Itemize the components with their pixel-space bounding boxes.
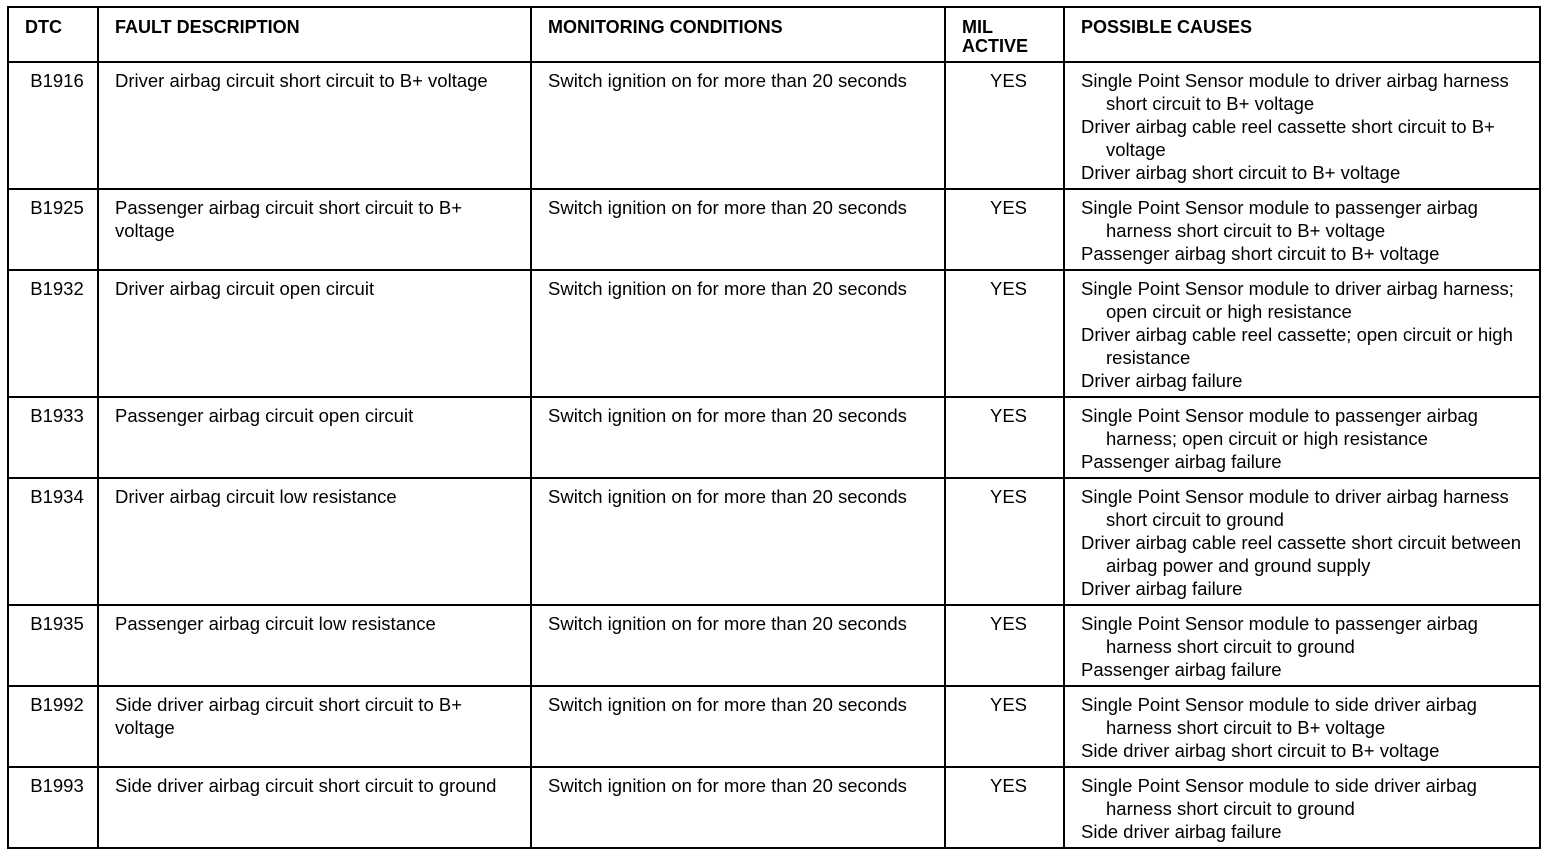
- table-row: [8, 397, 1540, 478]
- fault-description-cell: Driver airbag circuit open circuit: [98, 270, 531, 397]
- header-dtc: DTC: [8, 7, 98, 62]
- possible-causes-cell: [1064, 767, 1540, 848]
- possible-cause-item: Single Point Sensor module to passenger airbag harness short circuit to ground: [1081, 613, 1478, 657]
- monitoring-conditions-cell: Switch ignition on for more than 20 seconds: [531, 767, 945, 848]
- possible-causes-cell: [1064, 189, 1540, 270]
- possible-cause-item: Passenger airbag failure: [1081, 659, 1282, 680]
- monitoring-conditions-cell: Switch ignition on for more than 20 seconds: [531, 62, 945, 189]
- table-row: [8, 767, 1540, 848]
- fault-description-cell: Driver airbag circuit low resistance: [98, 478, 531, 605]
- possible-cause-item: Driver airbag cable reel cassette short circuit to B+ voltage: [1081, 116, 1495, 160]
- possible-cause-item: Side driver airbag short circuit to B+ voltage: [1081, 740, 1440, 761]
- possible-cause-item: Single Point Sensor module to driver airbag harness short circuit to ground: [1081, 486, 1509, 530]
- mil-active-cell: YES: [945, 189, 1064, 270]
- dtc-code-cell: B1934: [8, 478, 98, 605]
- possible-cause-item: Single Point Sensor module to side driver airbag harness short circuit to ground: [1081, 775, 1477, 819]
- possible-causes-cell: [1064, 605, 1540, 686]
- monitoring-conditions-cell: Switch ignition on for more than 20 seconds: [531, 397, 945, 478]
- dtc-code-cell: B1916: [8, 62, 98, 189]
- possible-cause-item: Driver airbag cable reel cassette; open circuit or high resistance: [1081, 324, 1513, 368]
- header-mil-line2: ACTIVE: [962, 36, 1029, 56]
- possible-cause-item: Driver airbag short circuit to B+ voltage: [1081, 162, 1401, 183]
- header-row: [8, 7, 1540, 62]
- dtc-code-cell: B1992: [8, 686, 98, 767]
- dtc-code-cell: B1925: [8, 189, 98, 270]
- dtc-code-cell: B1932: [8, 270, 98, 397]
- fault-description-cell: Driver airbag circuit short circuit to B+ voltage: [98, 62, 531, 189]
- possible-causes-cell: [1064, 397, 1540, 478]
- possible-cause-item: Driver airbag cable reel cassette short circuit between airbag power and ground supply: [1081, 532, 1522, 576]
- possible-cause-item: Driver airbag failure: [1081, 578, 1243, 599]
- mil-active-cell: YES: [945, 605, 1064, 686]
- dtc-code-cell: B1993: [8, 767, 98, 848]
- header-monitoring-conditions: MONITORING CONDITIONS: [531, 7, 945, 62]
- dtc-table: [7, 6, 1541, 849]
- possible-cause-item: Side driver airbag failure: [1081, 821, 1282, 842]
- header-possible-causes: POSSIBLE CAUSES: [1064, 7, 1540, 62]
- possible-cause-item: Passenger airbag failure: [1081, 451, 1282, 472]
- possible-cause-item: Single Point Sensor module to driver airbag harness; open circuit or high resistance: [1081, 278, 1514, 322]
- possible-causes-cell: [1064, 478, 1540, 605]
- fault-description-cell: Side driver airbag circuit short circuit to B+ voltage: [98, 686, 531, 767]
- possible-cause-item: Single Point Sensor module to passenger airbag harness; open circuit or high resistance: [1081, 405, 1478, 449]
- possible-cause-item: Driver airbag failure: [1081, 370, 1243, 391]
- possible-causes-cell: [1064, 270, 1540, 397]
- table-body: [8, 62, 1540, 848]
- mil-active-cell: YES: [945, 270, 1064, 397]
- table-row: [8, 605, 1540, 686]
- dtc-code-cell: B1935: [8, 605, 98, 686]
- fault-description-cell: Passenger airbag circuit short circuit to B+ voltage: [98, 189, 531, 270]
- header-mil-active: [945, 7, 1064, 62]
- possible-causes-cell: [1064, 62, 1540, 189]
- possible-cause-item: Passenger airbag short circuit to B+ voltage: [1081, 243, 1440, 264]
- fault-description-cell: Side driver airbag circuit short circuit to ground: [98, 767, 531, 848]
- table-header: [8, 7, 1540, 62]
- table-row: [8, 189, 1540, 270]
- mil-active-cell: YES: [945, 767, 1064, 848]
- mil-active-cell: YES: [945, 397, 1064, 478]
- mil-active-cell: YES: [945, 686, 1064, 767]
- table-row: [8, 478, 1540, 605]
- header-mil-line1: MIL: [962, 17, 993, 37]
- table-row: [8, 62, 1540, 189]
- fault-description-cell: Passenger airbag circuit low resistance: [98, 605, 531, 686]
- monitoring-conditions-cell: Switch ignition on for more than 20 seconds: [531, 270, 945, 397]
- possible-cause-item: Single Point Sensor module to driver airbag harness short circuit to B+ voltage: [1081, 70, 1509, 114]
- table-row: [8, 686, 1540, 767]
- possible-cause-item: Single Point Sensor module to side driver airbag harness short circuit to B+ voltage: [1081, 694, 1477, 738]
- possible-cause-item: Single Point Sensor module to passenger airbag harness short circuit to B+ voltage: [1081, 197, 1478, 241]
- table-row: [8, 270, 1540, 397]
- fault-description-cell: Passenger airbag circuit open circuit: [98, 397, 531, 478]
- header-fault-description: FAULT DESCRIPTION: [98, 7, 531, 62]
- possible-causes-cell: [1064, 686, 1540, 767]
- mil-active-cell: YES: [945, 478, 1064, 605]
- monitoring-conditions-cell: Switch ignition on for more than 20 seconds: [531, 189, 945, 270]
- mil-active-cell: YES: [945, 62, 1064, 189]
- monitoring-conditions-cell: Switch ignition on for more than 20 seconds: [531, 605, 945, 686]
- monitoring-conditions-cell: Switch ignition on for more than 20 seconds: [531, 478, 945, 605]
- monitoring-conditions-cell: Switch ignition on for more than 20 seconds: [531, 686, 945, 767]
- dtc-code-cell: B1933: [8, 397, 98, 478]
